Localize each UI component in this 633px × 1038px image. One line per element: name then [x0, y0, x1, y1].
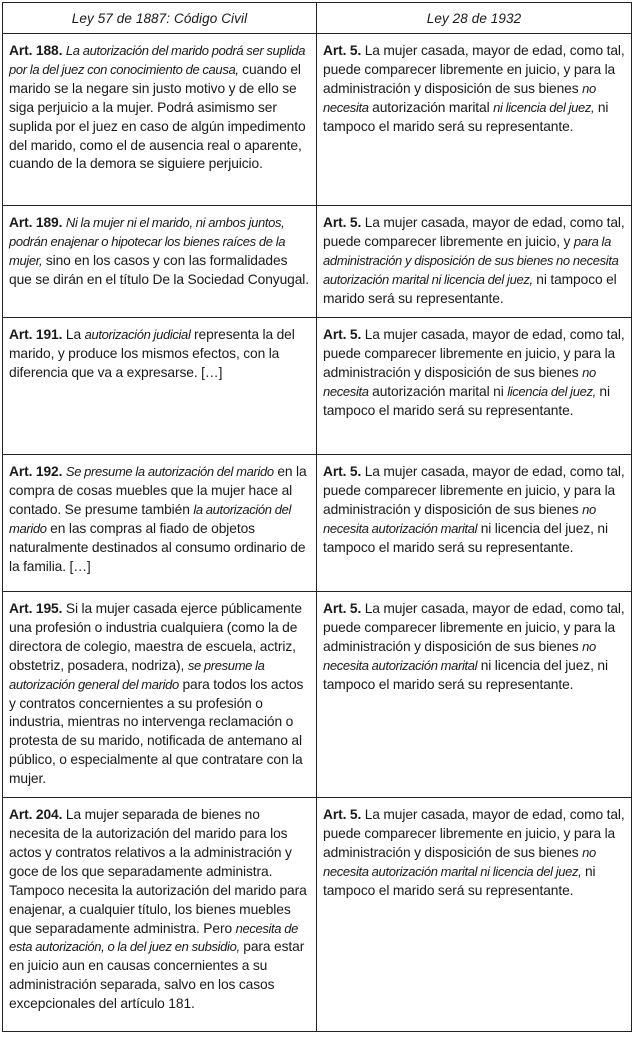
codigo-civil-article-cell	[3, 318, 317, 455]
italic-text-run: no necesita	[323, 364, 596, 399]
table-row	[3, 592, 632, 798]
text-run: autorización marital	[368, 99, 494, 115]
italic-text-run: ni licencia del juez,	[493, 99, 595, 115]
italic-text-run: no necesita autorización marital	[323, 638, 596, 673]
article-number: Art. 191.	[9, 327, 63, 342]
text-run: La mujer casada, mayor de edad, como tal, puede comparecer libremente en juicio, y para la administración y disposición de sus bienes	[323, 807, 625, 860]
text-run: cuando el marido se la negare sin justo motivo y de ello se siga perjuicio a la mujer. Podrá asimismo ser suplida por el juez en caso de algún impedimento del marido, como el de ausencia real o aparente, cuando de la demora se siguiere perjuicio.	[9, 61, 306, 172]
text-run: sino en los casos y con las formalidades que se dirán en el título De la Sociedad Conyugal.	[9, 252, 309, 287]
law-comparison-table	[2, 2, 632, 1032]
article-number: Art. 5.	[323, 43, 362, 58]
article-text	[9, 43, 306, 171]
article-text	[323, 601, 625, 692]
article-number: Art. 5.	[323, 464, 362, 479]
text-run: La mujer casada, mayor de edad, como tal, puede comparecer libremente en juicio, y para la administración y disposición de sus bienes	[323, 601, 625, 654]
text-run: La mujer casada, mayor de edad, como tal, puede comparecer libremente en juicio, y para la administración y disposición de sus bienes	[323, 464, 625, 517]
italic-text-run: Se presume la autorización del marido	[65, 464, 274, 479]
italic-text-run: para la administración y disposición de sus bienes no necesita autorización marital ni licencia del juez,	[323, 233, 619, 287]
article-number: Art. 5.	[323, 601, 362, 616]
header-codigo-civil-1887: Ley 57 de 1887: Código Civil	[3, 3, 317, 34]
italic-text-run: Ni la mujer ni el marido, ni ambos juntos, podrán enajenar o hipotecar los bienes raíces de la mujer,	[9, 215, 286, 268]
article-text	[323, 327, 625, 418]
text-run: en la compra de cosas muebles que la mujer hace al contado. Se presume también	[9, 464, 307, 517]
article-text	[323, 43, 625, 134]
ley-1932-article-cell	[317, 592, 632, 798]
table-row	[3, 318, 632, 455]
text-run: autorización marital ni	[368, 383, 508, 399]
italic-text-run: la autorización del marido	[9, 501, 292, 536]
italic-text-run: necesita de esta autorización, o la del juez en subsidio,	[9, 920, 299, 955]
italic-text-run: no necesita	[323, 80, 596, 115]
article-text	[323, 215, 625, 306]
codigo-civil-article-cell	[3, 798, 317, 1032]
italic-text-run: La autorización del marido podrá ser suplida por la del juez con conocimiento de causa,	[9, 43, 306, 77]
text-run: ni tampoco el marido será su representante.	[323, 99, 609, 134]
codigo-civil-article-cell	[3, 592, 317, 798]
text-run: La mujer casada, mayor de edad, como tal, puede comparecer libremente en juicio, y para la administración y disposición de sus bienes	[323, 43, 625, 96]
article-number: Art. 188.	[9, 43, 63, 58]
text-run: Si la mujer casada ejerce públicamente una profesión o industria cualquiera (como la de directora de colegio, maestra de escuela, actriz, obstetriz, posadera, nodriza),	[9, 601, 302, 673]
text-run: ni licencia del juez, ni tampoco el marido será su representante.	[323, 657, 608, 692]
article-text	[323, 807, 625, 898]
article-number: Art. 5.	[323, 327, 362, 342]
article-text	[9, 807, 307, 1011]
text-run: en las compras al fiado de objetos naturalmente destinados al consumo ordinario de la familia. […]	[9, 520, 306, 574]
text-run: ni tampoco el marido será su representante.	[323, 383, 610, 418]
codigo-civil-article-cell	[3, 34, 317, 206]
article-text	[323, 464, 625, 555]
table-row	[3, 798, 632, 1032]
ley-1932-article-cell	[317, 455, 632, 592]
ley-1932-article-cell	[317, 34, 632, 206]
article-text	[9, 601, 303, 786]
table-row	[3, 34, 632, 206]
codigo-civil-article-cell	[3, 206, 317, 318]
text-run: para estar en juicio aun en causas concernientes a su administración separada, salvo en los casos excepcionales del artículo 181.	[9, 939, 305, 1012]
header-row	[3, 3, 632, 34]
table-row	[3, 206, 632, 318]
text-run: ni tampoco el marido será su representante.	[323, 271, 617, 306]
codigo-civil-article-cell	[3, 455, 317, 592]
ley-1932-article-cell	[317, 798, 632, 1032]
italic-text-run: licencia del juez,	[507, 383, 596, 399]
text-run: La mujer casada, mayor de edad, como tal, puede comparecer libremente en juicio, y para la administración y disposición de sus bienes	[323, 327, 625, 380]
text-run: representa la del marido, y produce los mismos efectos, con la diferencia que va a expresarse. […]	[9, 327, 295, 380]
article-number: Art. 192.	[9, 464, 63, 479]
article-number: Art. 189.	[9, 215, 63, 230]
header-ley-28-1932: Ley 28 de 1932	[317, 3, 632, 34]
article-number: Art. 195.	[9, 601, 63, 616]
ley-1932-article-cell	[317, 206, 632, 318]
italic-text-run: se presume la autorización general del marido	[9, 657, 265, 692]
table-row	[3, 455, 632, 592]
italic-text-run: no necesita autorización marital	[323, 501, 596, 536]
ley-1932-article-cell	[317, 318, 632, 455]
text-run: La mujer casada, mayor de edad, como tal, puede comparecer libremente en juicio, y	[323, 215, 625, 249]
text-run: La mujer separada de bienes no necesita de la autorización del marido para los actos y contratos relativos a la administración y goce de los que separadamente administra. Tampoco necesita la autorización del marido para enajenar, a cualquier título, los bienes muebles que separadamente administra. Pero	[9, 807, 307, 936]
italic-text-run: no necesita autorización marital ni licencia del juez,	[323, 844, 596, 879]
text-run: La	[62, 327, 85, 342]
italic-text-run: autorización judicial	[84, 327, 191, 342]
text-run: para todos los actos y contratos concernientes a su profesión o industria, mientras no intervenga reclamación o protesta de su marido, notificada de antemano al público, o especialmente al que contratare con la mujer.	[9, 676, 304, 787]
article-number: Art. 5.	[323, 215, 362, 230]
text-run: ni licencia del juez, ni tampoco el marido será su representante.	[323, 520, 608, 555]
article-text	[9, 464, 307, 574]
article-number: Art. 5.	[323, 807, 362, 823]
article-number: Art. 204.	[9, 807, 63, 823]
text-run: ni tampoco el marido será su representante.	[323, 863, 596, 898]
